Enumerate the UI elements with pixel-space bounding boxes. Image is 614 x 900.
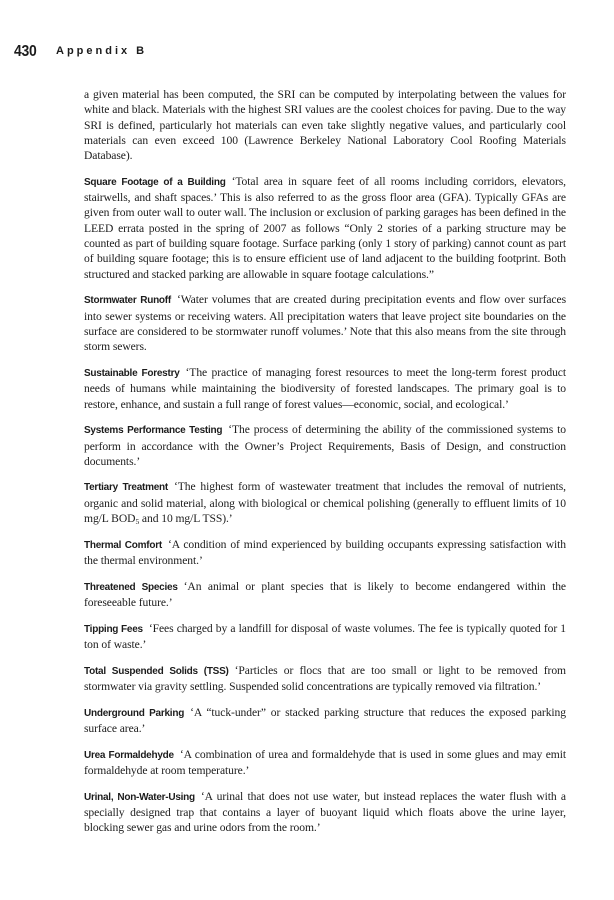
glossary-term: Urea Formaldehyde [84, 749, 174, 761]
glossary-entry-thermal-comfort [84, 537, 566, 569]
glossary-definition: ‘A urinal that does not use water, but instead replaces the water flush with a specially designed trap that contains a layer of buoyant liquid which floats above the urine layer, blocking sewer gas and urine odors from the room.’ [84, 789, 566, 835]
running-head [14, 43, 148, 63]
glossary-definition: ‘The highest form of wastewater treatment that includes the removal of nutrients, organic and solid material, along with biological or chemical polishing (generally to effluent limits of 10 mg/L BOD [84, 480, 566, 526]
glossary-definition: ‘A “tuck-under” or stacked parking structure that reduces the exposed parking surface area.’ [84, 705, 566, 735]
glossary-term: Tipping Fees [84, 623, 143, 635]
glossary-term: Urinal, Non-Water-Using [84, 791, 195, 803]
glossary-entry-tipping-fees [84, 621, 566, 653]
glossary-definition: ‘Water volumes that are created during precipitation events and flow over surfaces into sewer systems or receiving waters. All precipitation waters that leave project site boundaries on the surface are considered to be stormwater runoff volumes.’ Note that this also means from the site through storm sewers. [84, 293, 566, 354]
subscript: 5 [135, 517, 140, 527]
glossary-definition: ‘A condition of mind experienced by building occupants expressing satisfaction with the thermal environment.’ [84, 537, 566, 568]
glossary-definition: ‘A combination of urea and formaldehyde that is used in some glues and may emit formaldehyde at room temperature.’ [84, 747, 566, 777]
glossary-term: Thermal Comfort [84, 539, 162, 551]
page-number: 430 [14, 43, 37, 60]
glossary-entry-underground-parking [84, 705, 566, 737]
glossary-entry-stormwater-runoff [84, 292, 566, 354]
glossary-term: Systems Performance Testing [84, 425, 223, 437]
glossary-definition: ‘An animal or plant species that is likely to become endangered within the foreseeable future.’ [84, 579, 566, 610]
glossary-term: Total Suspended Solids (TSS) [84, 665, 229, 677]
glossary-entry-sustainable-forestry [84, 365, 566, 412]
glossary-entry-urinal-non-water-using [84, 789, 566, 836]
glossary-definition: ‘Fees charged by a landfill for disposal of waste volumes. The fee is typically quoted for 1 ton of waste.’ [84, 621, 567, 652]
glossary-entry-tertiary-treatment [84, 479, 566, 526]
glossary-entry-square-footage [84, 174, 566, 282]
glossary-body [84, 87, 566, 846]
glossary-entry-total-suspended-solids [84, 663, 566, 695]
glossary-entry-urea-formaldehyde [84, 747, 566, 779]
continuation-paragraph: a given material has been computed, the SRI can be computed by interpolating between the values for white and black. Materials with the highest SRI values are the coolest choices for paving. Due to the way SRI is defined, particularly hot materials can even take slightly negative values, and particularly cool materials can even exceed 100 (Lawrence Berkeley National Laboratory Cool Roofing Materials Database). [84, 88, 566, 163]
glossary-term: Tertiary Treatment [84, 482, 168, 494]
glossary-definition: ‘Particles or flocs that are too small or light to be removed from stormwater via gravity settling. Suspended solid concentrations are typically removed via filtration.’ [84, 663, 566, 694]
glossary-definition-end: and 10 mg/L TSS).’ [139, 512, 233, 526]
glossary-definition: ‘The practice of managing forest resources to meet the long-term forest product needs of humans while maintaining the biodiversity of forested landscapes. The primary goal is to restore, enhance, and sustain a full range of forest values—economic, social, and ecological.’ [84, 365, 567, 411]
glossary-definition: ‘The process of determining the ability of the commissioned systems to perform in accordance with the Owner’s Project Requirements, Basis of Design, and construction documents.’ [84, 423, 567, 468]
glossary-term: Square Footage of a Building [84, 176, 226, 188]
glossary-definition: ‘Total area in square feet of all rooms including corridors, elevators, stairwells, and shaft spaces.’ This is also referred to as the gross floor area (GFA). Typically GFAs are given from outer wall to outer wall. The inclusion or exclusion of parking garages has been defined in the LEED errata posted in the spring of 2007 as follows “Only 2 stories of a parking structure may be counted as part of building square footage. Surface parking (only 1 story of parking) cannot count as part of building square footage; this is to ensure efficient use of land adjacent to the building footprint. Both structured and stacked parking are allowable in square footage calculations.” [84, 174, 566, 281]
glossary-term: Threatened Species [84, 581, 178, 593]
glossary-term: Stormwater Runoff [84, 295, 171, 307]
glossary-term: Underground Parking [84, 707, 185, 719]
section-label: Appendix B [56, 45, 148, 57]
glossary-term: Sustainable Forestry [84, 367, 180, 379]
glossary-entry-systems-performance-testing [84, 422, 566, 469]
glossary-entry-threatened-species [84, 579, 566, 611]
